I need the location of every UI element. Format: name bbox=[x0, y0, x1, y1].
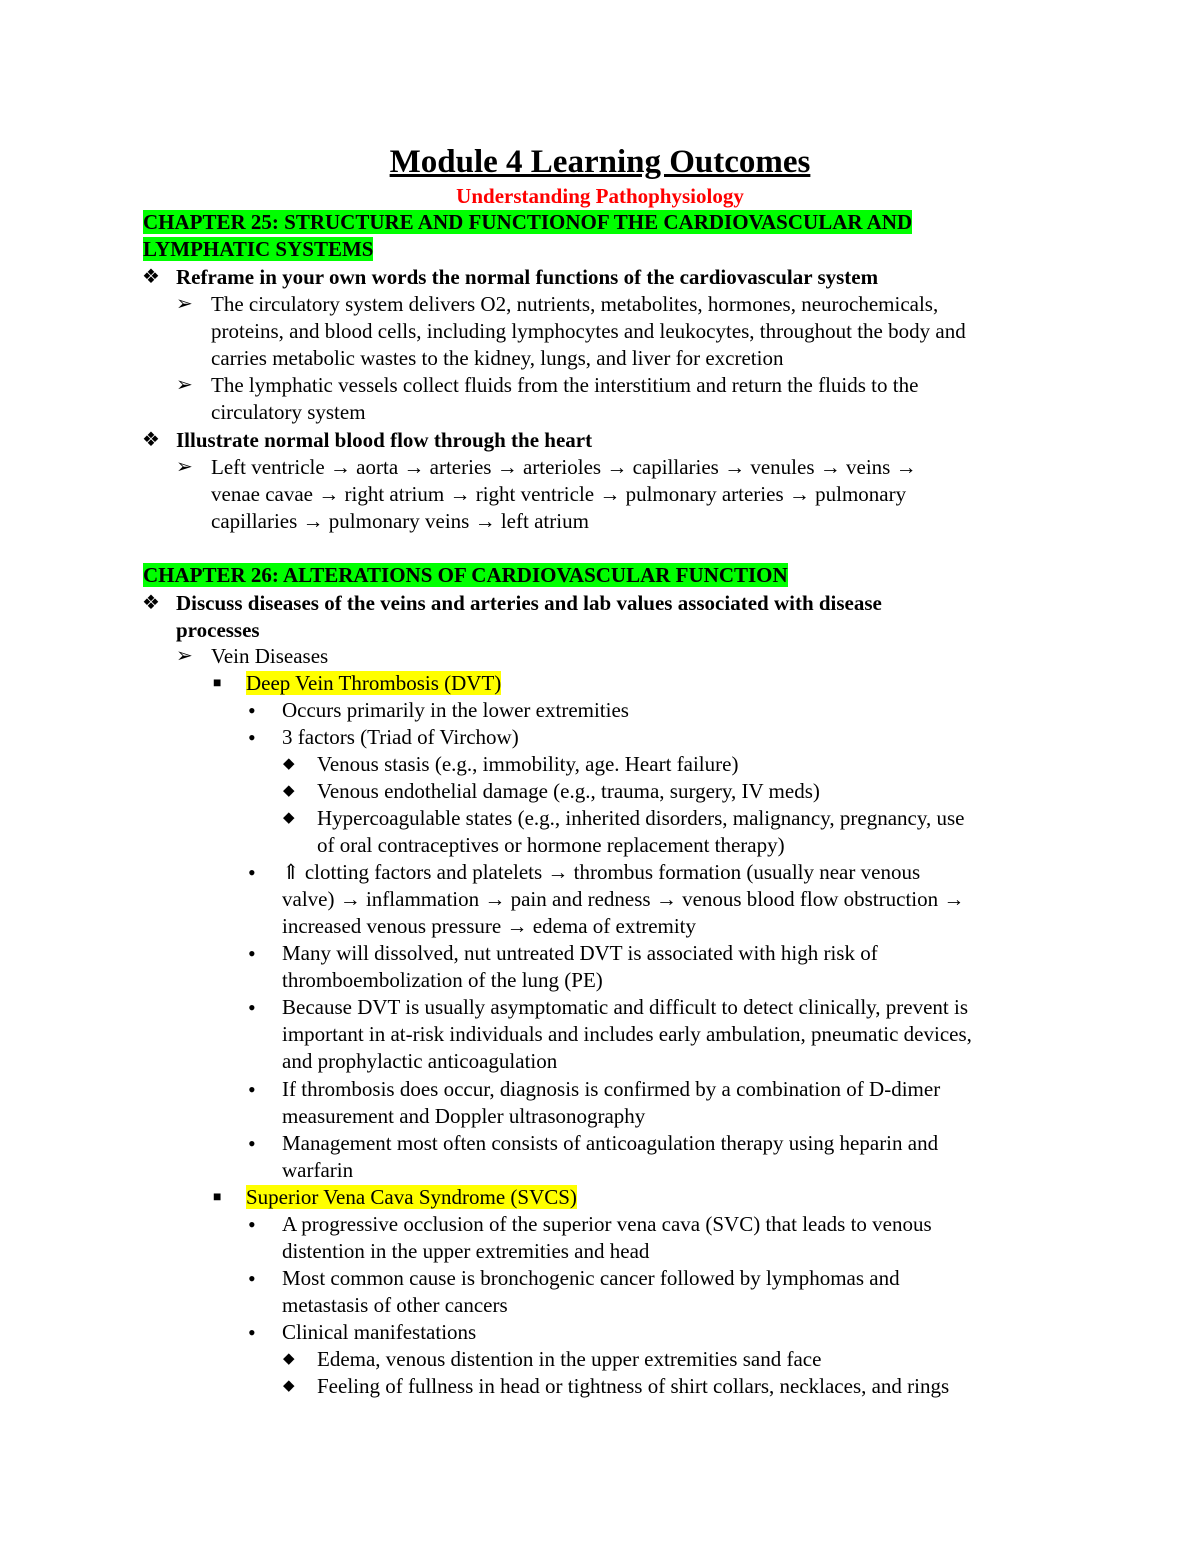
arrowhead-bullet-icon: ➢ bbox=[176, 456, 193, 478]
svcs-point1-line1: A progressive occlusion of the superior vena cava (SVC) that leads to venous bbox=[282, 1212, 932, 1236]
arrowhead-bullet-icon: ➢ bbox=[176, 374, 193, 396]
page-subtitle: Understanding Pathophysiology bbox=[456, 184, 744, 208]
round-bullet-icon: • bbox=[248, 941, 256, 966]
dvt-point5-line3: and prophylactic anticoagulation bbox=[282, 1049, 558, 1073]
svcs-point3b: Feeling of fullness in head or tightness of shirt collars, necklaces, and rings bbox=[317, 1374, 950, 1398]
dvt-point4-line2: thromboembolization of the lung (PE) bbox=[282, 968, 603, 992]
dvt-point3-line2: valve) → inflammation → pain and redness → venous blood flow obstruction → bbox=[282, 887, 965, 911]
arrowhead-bullet-icon: ➢ bbox=[176, 293, 193, 315]
dvt-point5-line2: important in at-risk individuals and includes early ambulation, pneumatic devices, bbox=[282, 1022, 972, 1046]
answer-blood-flow-line1: Left ventricle → aorta → arteries → arterioles → capillaries → venules → veins → bbox=[211, 455, 917, 479]
answer-blood-flow-line3: capillaries → pulmonary veins → left atrium bbox=[211, 509, 589, 533]
chapter-25-heading-line2: LYMPHATIC SYSTEMS bbox=[143, 237, 374, 261]
dvt-point3-line1: ⇑ clotting factors and platelets → thrombus formation (usually near venous bbox=[282, 860, 921, 884]
svcs-point2-line2: metastasis of other cancers bbox=[282, 1293, 508, 1317]
dvt-point4-line1: Many will dissolved, nut untreated DVT is associated with high risk of bbox=[282, 941, 878, 965]
round-bullet-icon: • bbox=[248, 1131, 256, 1156]
chapter-26-heading-text: CHAPTER 26: ALTERATIONS OF CARDIOVASCULAR FUNCTION bbox=[143, 563, 788, 587]
dvt-point1: Occurs primarily in the lower extremities bbox=[282, 698, 629, 722]
four-diamond-bullet-icon: ❖ bbox=[142, 592, 160, 614]
chapter-25-heading-cont bbox=[143, 236, 373, 263]
chapter-25-heading-line1: CHAPTER 25: STRUCTURE AND FUNCTIONOF THE CARDIOVASCULAR AND bbox=[143, 210, 913, 234]
arrowhead-bullet-icon: ➢ bbox=[176, 645, 193, 667]
dvt-point2c-line1: Hypercoagulable states (e.g., inherited disorders, malignancy, pregnancy, use bbox=[317, 806, 965, 830]
answer-circulatory-line1: The circulatory system delivers O2, nutrients, metabolites, hormones, neurochemicals, bbox=[211, 292, 939, 316]
dvt-point2b: Venous endothelial damage (e.g., trauma, surgery, IV meds) bbox=[317, 779, 820, 803]
round-bullet-icon: • bbox=[248, 1266, 256, 1291]
round-bullet-icon: • bbox=[248, 1077, 256, 1102]
round-bullet-icon: • bbox=[248, 1212, 256, 1237]
vein-diseases-label: Vein Diseases bbox=[211, 644, 329, 668]
answer-circulatory-line3: carries metabolic wastes to the kidney, lungs, and liver for excretion bbox=[211, 346, 784, 370]
four-diamond-bullet-icon: ❖ bbox=[142, 266, 160, 288]
objective-vein-artery-diseases-line1: Discuss diseases of the veins and arteries and lab values associated with disease bbox=[176, 591, 882, 615]
round-bullet-icon: • bbox=[248, 1320, 256, 1345]
svcs-title: Superior Vena Cava Syndrome (SVCS) bbox=[246, 1185, 577, 1209]
svcs-point3a: Edema, venous distention in the upper extremities sand face bbox=[317, 1347, 822, 1371]
diamond-bullet-icon: ◆ bbox=[283, 1351, 295, 1367]
diamond-bullet-icon: ◆ bbox=[283, 1378, 295, 1394]
chapter-25-heading bbox=[143, 209, 912, 236]
dvt-point7-line1: Management most often consists of anticoagulation therapy using heparin and bbox=[282, 1131, 939, 1155]
diamond-bullet-icon: ◆ bbox=[283, 756, 295, 772]
answer-lymphatic-line1: The lymphatic vessels collect fluids from the interstitium and return the fluids to the bbox=[211, 373, 919, 397]
dvt-title: Deep Vein Thrombosis (DVT) bbox=[246, 671, 502, 695]
diamond-bullet-icon: ◆ bbox=[283, 783, 295, 799]
answer-circulatory-line2: proteins, and blood cells, including lymphocytes and leukocytes, throughout the body and bbox=[211, 319, 966, 343]
objective-blood-flow: Illustrate normal blood flow through the heart bbox=[176, 428, 593, 452]
svcs-point2-line1: Most common cause is bronchogenic cancer followed by lymphomas and bbox=[282, 1266, 900, 1290]
page-title: Module 4 Learning Outcomes bbox=[389, 144, 811, 180]
dvt-point2: 3 factors (Triad of Virchow) bbox=[282, 725, 519, 749]
objective-cardiovascular-functions: Reframe in your own words the normal functions of the cardiovascular system bbox=[176, 265, 879, 289]
four-diamond-bullet-icon: ❖ bbox=[142, 429, 160, 451]
svcs-point3: Clinical manifestations bbox=[282, 1320, 477, 1344]
dvt-point3-line3: increased venous pressure → edema of extremity bbox=[282, 914, 697, 938]
answer-lymphatic-line2: circulatory system bbox=[211, 400, 366, 424]
diamond-bullet-icon: ◆ bbox=[283, 810, 295, 826]
round-bullet-icon: • bbox=[248, 725, 256, 750]
round-bullet-icon: • bbox=[248, 698, 256, 723]
dvt-point6-line2: measurement and Doppler ultrasonography bbox=[282, 1104, 646, 1128]
dvt-point6-line1: If thrombosis does occur, diagnosis is confirmed by a combination of D-dimer bbox=[282, 1077, 941, 1101]
svcs-point1-line2: distention in the upper extremities and head bbox=[282, 1239, 650, 1263]
dvt-point5-line1: Because DVT is usually asymptomatic and difficult to detect clinically, prevent is bbox=[282, 995, 969, 1019]
chapter-26-heading bbox=[143, 562, 788, 589]
answer-blood-flow-line2: venae cavae → right atrium → right ventricle → pulmonary arteries → pulmonary bbox=[211, 482, 907, 506]
objective-vein-artery-diseases-line2: processes bbox=[176, 618, 260, 642]
round-bullet-icon: • bbox=[248, 860, 256, 885]
dvt-point2a: Venous stasis (e.g., immobility, age. Heart failure) bbox=[317, 752, 739, 776]
dvt-point7-line2: warfarin bbox=[282, 1158, 354, 1182]
round-bullet-icon: • bbox=[248, 995, 256, 1020]
dvt-point2c-line2: of oral contraceptives or hormone replacement therapy) bbox=[317, 833, 785, 857]
square-bullet-icon: ■ bbox=[213, 1190, 222, 1205]
svcs-heading bbox=[246, 1184, 577, 1211]
square-bullet-icon: ■ bbox=[213, 676, 222, 691]
dvt-heading bbox=[246, 670, 501, 697]
